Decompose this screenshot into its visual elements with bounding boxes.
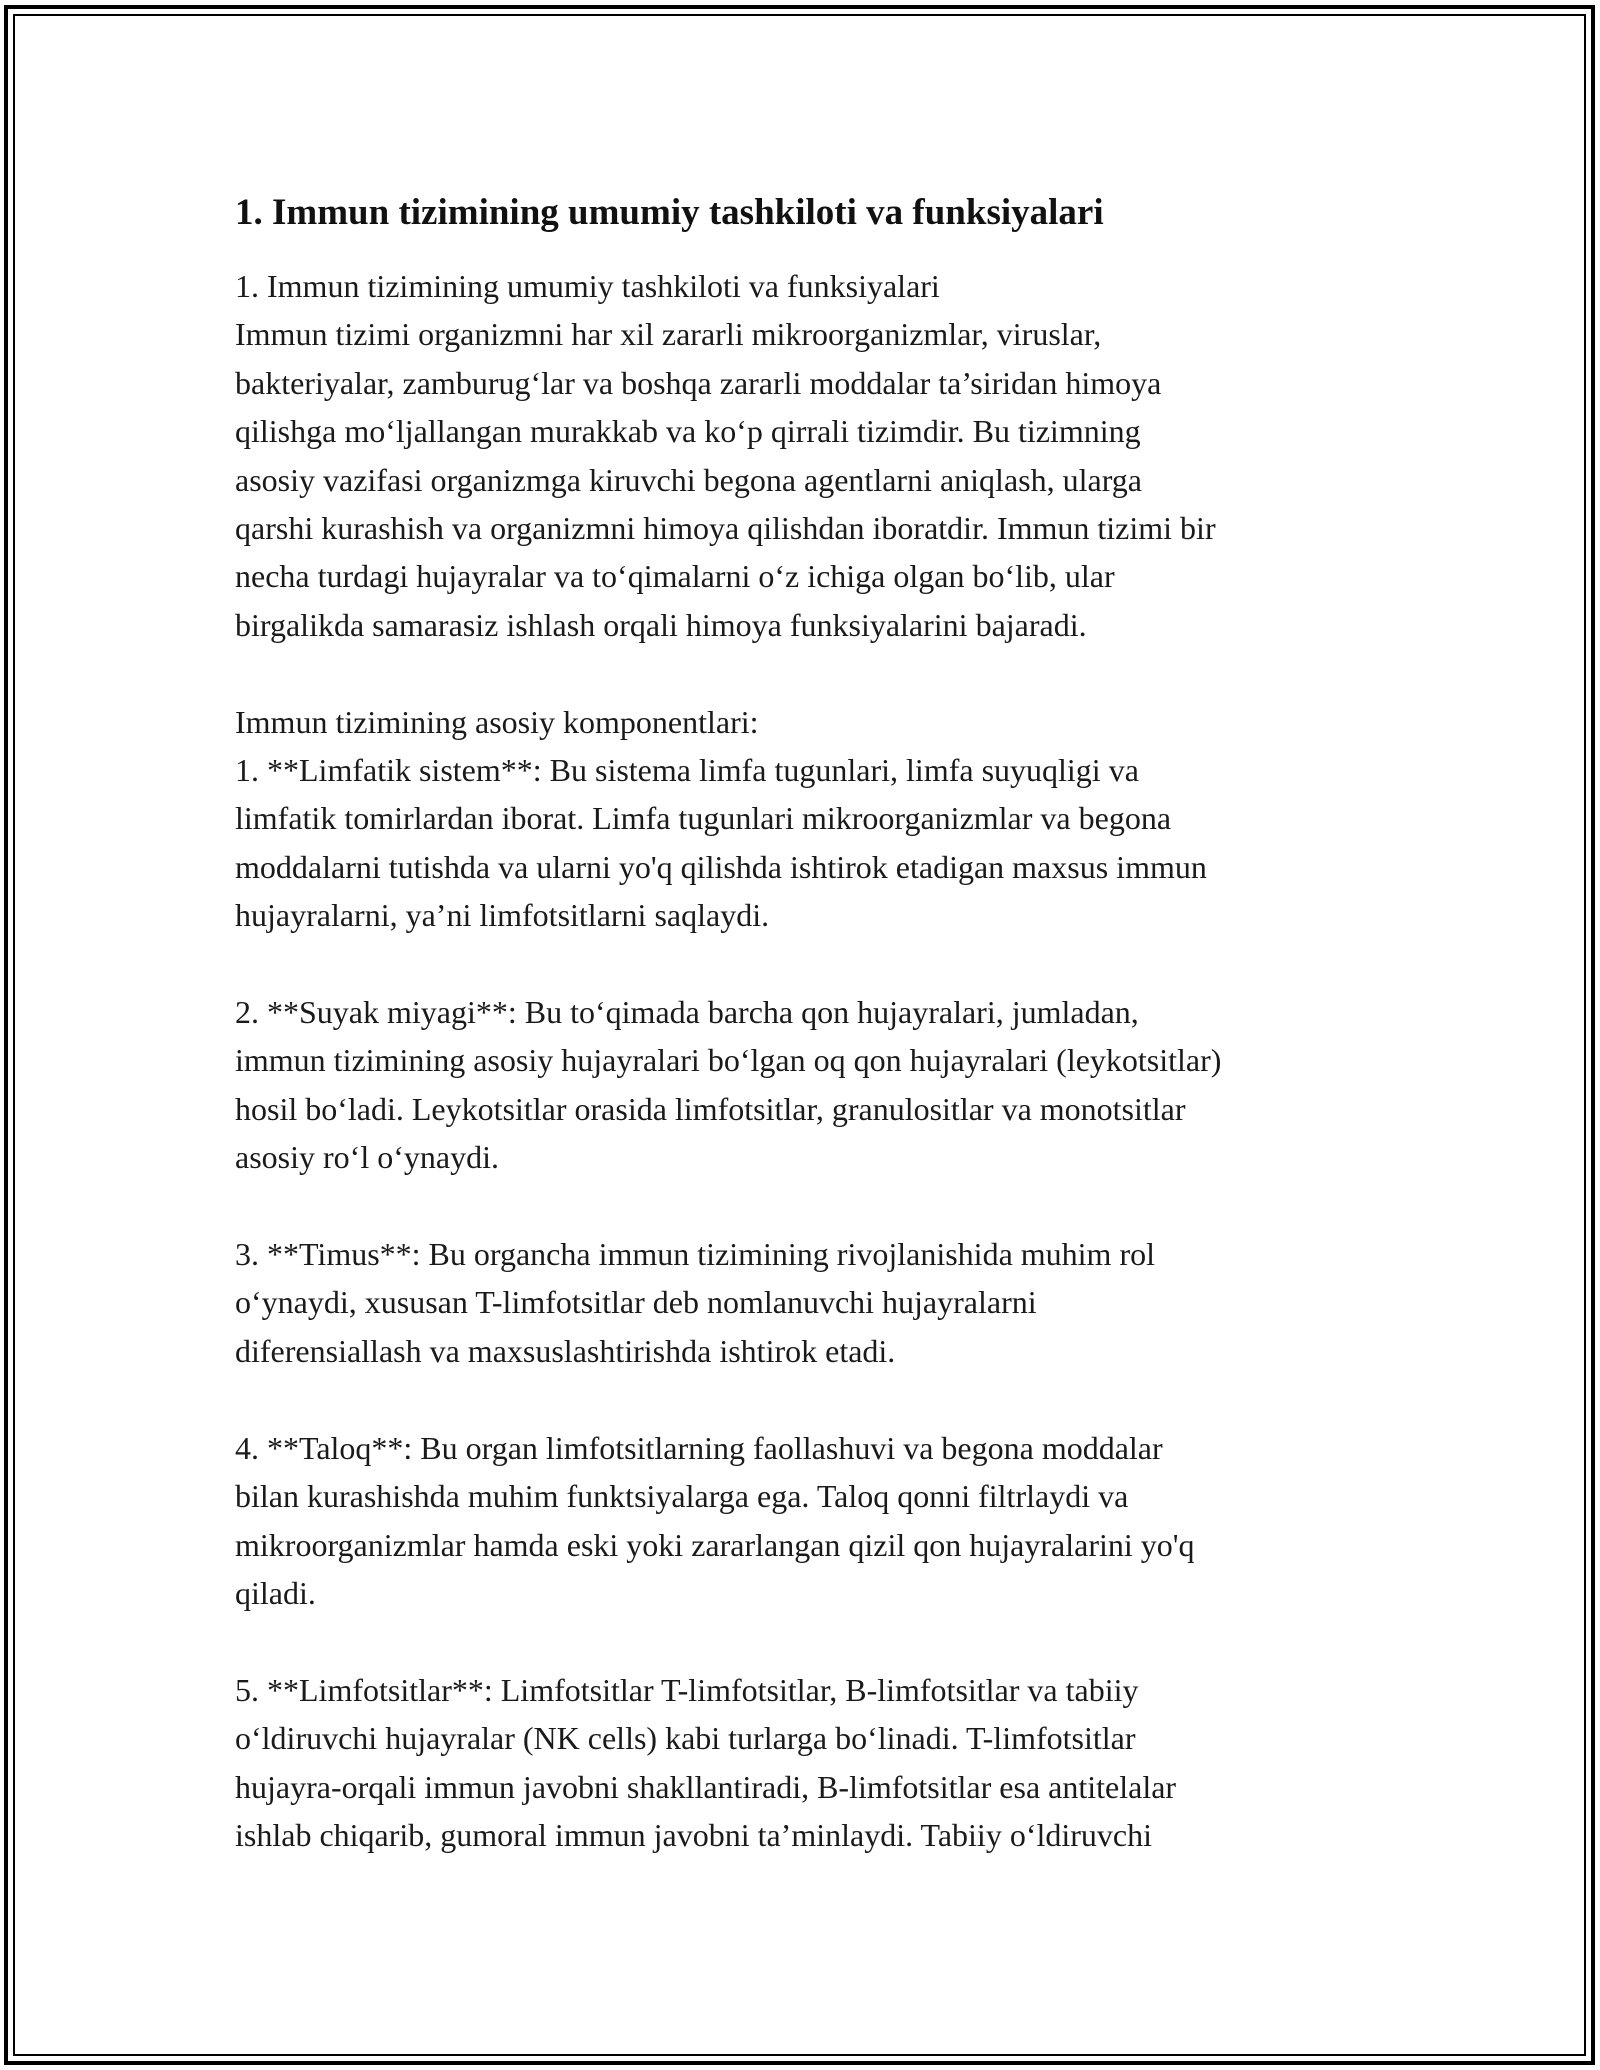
blank-line <box>235 1375 1385 1423</box>
body-line: moddalarni tutishda va ularni yo'q qilishda ishtirok etadigan maxsus immun <box>235 848 1207 885</box>
body-line: hujayralarni, ya’ni limfotsitlarni saqlaydi. <box>235 897 770 934</box>
body-line: birgalikda samarasiz ishlash orqali himoya funksiyalarini bajaradi. <box>235 606 1087 643</box>
body-line: hosil bo‘ladi. Leykotsitlar orasida limfotsitlar, granulositlar va monotsitlar <box>235 1090 1186 1127</box>
body-line: qilishga mo‘ljallangan murakkab va ko‘p qirrali tizimdir. Bu tizimning <box>235 413 1141 450</box>
body-line: qiladi. <box>235 1574 316 1611</box>
body-line: necha turdagi hujayralar va to‘qimalarni o‘z ichiga olgan bo‘lib, ular <box>235 558 1115 595</box>
body-line: mikroorganizmlar hamda eski yoki zararlangan qizil qon hujayralarini yo'q <box>235 1526 1195 1563</box>
document-content <box>235 188 1385 1859</box>
body-line: Immun tizimi organizmni har xil zararli mikroorganizmlar, viruslar, <box>235 316 1102 353</box>
body-line: 1. Immun tizimining umumiy tashkiloti va funksiyalari <box>235 268 940 304</box>
body-line: immun tizimining asosiy hujayralari bo‘lgan oq qon hujayralari (leykotsitlar) <box>235 1042 1222 1079</box>
blank-line <box>235 1182 1385 1230</box>
body-line: bakteriyalar, zamburug‘lar va boshqa zararli moddalar ta’siridan himoya <box>235 364 1162 401</box>
body-line: o‘ldiruvchi hujayralar (NK cells) kabi turlarga bo‘linadi. T-limfotsitlar <box>235 1720 1136 1757</box>
document-body <box>235 262 1385 1859</box>
body-line: Immun tizimining asosiy komponentlari: <box>235 703 759 740</box>
body-line: asosiy vazifasi organizmga kiruvchi begona agentlarni aniqlash, ularga <box>235 461 1142 498</box>
body-line: 4. **Taloq**: Bu organ limfotsitlarning faollashuvi va begona moddalar <box>235 1429 1163 1466</box>
body-line: 2. **Suyak miyagi**: Bu to‘qimada barcha qon hujayralari, jumladan, <box>235 994 1139 1031</box>
body-line: diferensiallash va maxsuslashtirishda ishtirok etadi. <box>235 1332 896 1369</box>
body-line: 1. **Limfatik sistem**: Bu sistema limfa tugunlari, limfa suyuqligi va <box>235 752 1139 789</box>
blank-line <box>235 649 1385 697</box>
body-line: limfatik tomirlardan iborat. Limfa tugunlari mikroorganizmlar va begona <box>235 800 1172 837</box>
body-line: o‘ynaydi, xususan T-limfotsitlar deb nomlanuvchi hujayralarni <box>235 1284 1037 1321</box>
body-line: qarshi kurashish va organizmni himoya qilishdan iboratdir. Immun tizimi bir <box>235 510 1216 547</box>
document-title: 1. Immun tizimining umumiy tashkiloti va funksiyalari <box>235 192 1104 233</box>
body-line: asosiy ro‘l o‘ynaydi. <box>235 1139 499 1176</box>
blank-line <box>235 1617 1385 1665</box>
body-line: bilan kurashishda muhim funktsiyalarga ega. Taloq qonni filtrlaydi va <box>235 1478 1129 1515</box>
body-line: 3. **Timus**: Bu organcha immun tizimining rivojlanishida muhim rol <box>235 1236 1155 1273</box>
body-line: hujayra-orqali immun javobni shakllantiradi, B-limfotsitlar esa antitelalar <box>235 1768 1177 1805</box>
blank-line <box>235 940 1385 988</box>
body-line: 5. **Limfotsitlar**: Limfotsitlar T-limfotsitlar, B-limfotsitlar va tabiiy <box>235 1671 1139 1708</box>
body-line: ishlab chiqarib, gumoral immun javobni ta’minlaydi. Tabiiy o‘ldiruvchi <box>235 1816 1152 1853</box>
